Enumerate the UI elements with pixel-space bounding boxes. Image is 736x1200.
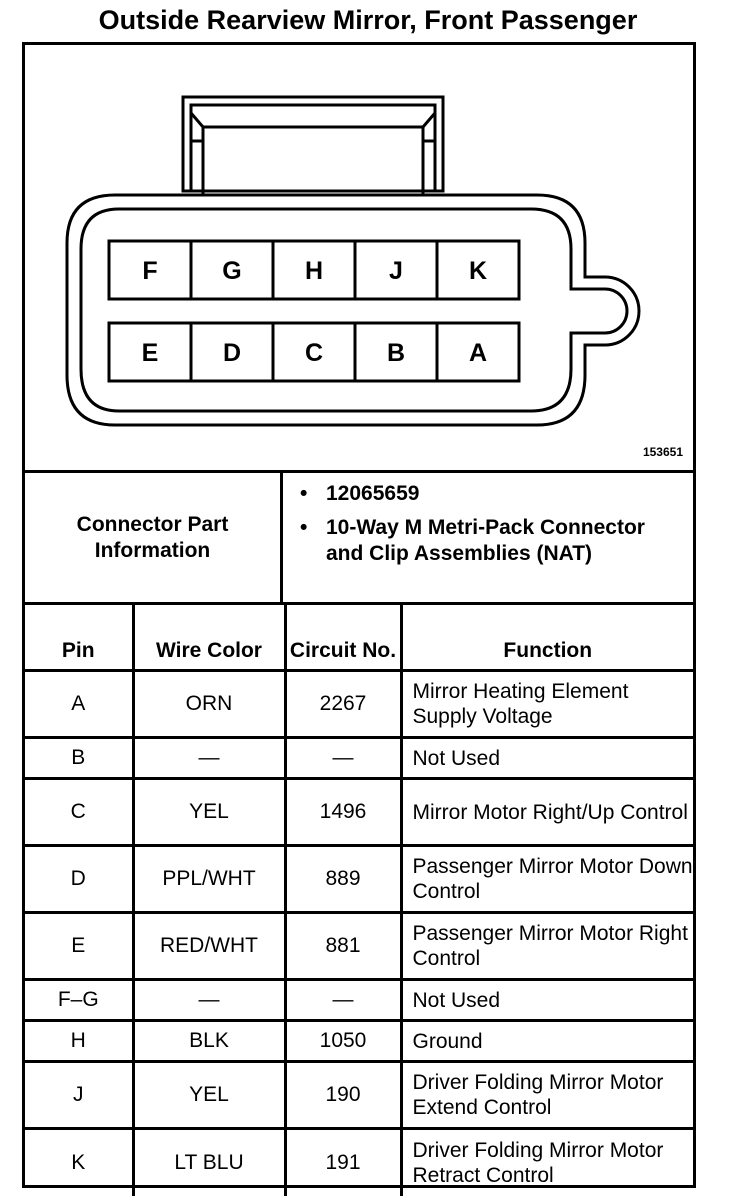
cell-wire-color: — xyxy=(133,738,285,779)
cell-wire-color: RED/WHT xyxy=(133,913,285,980)
header-pin: Pin xyxy=(25,604,133,671)
table-row xyxy=(25,1129,693,1196)
cell-circuit: — xyxy=(285,980,401,1021)
cell-wire-color: YEL xyxy=(133,1062,285,1129)
cell-function: Not Used xyxy=(401,980,693,1021)
cell-function: Ground xyxy=(401,1021,693,1062)
table-header-row xyxy=(25,604,693,671)
header-circuit-no: Circuit No. xyxy=(285,604,401,671)
header-wire-color: Wire Color xyxy=(133,604,285,671)
cell-circuit: 191 xyxy=(285,1129,401,1196)
cell-function: Mirror Heating Element Supply Voltage xyxy=(401,671,693,738)
document-frame xyxy=(22,42,696,1188)
cavity-label-e: E xyxy=(141,339,159,367)
cell-function: Driver Folding Mirror Motor Retract Control xyxy=(401,1129,693,1196)
cell-function: Passenger Mirror Motor Down Control xyxy=(401,846,693,913)
table-row xyxy=(25,846,693,913)
table-row xyxy=(25,671,693,738)
cell-function: Passenger Mirror Motor Right Control xyxy=(401,913,693,980)
cavity-label-h: H xyxy=(304,257,324,285)
table-row xyxy=(25,738,693,779)
pinout-table xyxy=(25,602,693,1196)
connector-info-label: Connector Part Information xyxy=(76,512,229,562)
cell-pin: C xyxy=(25,779,133,846)
cell-wire-color: YEL xyxy=(133,779,285,846)
cell-circuit: 1496 xyxy=(285,779,401,846)
connector-description: • 10-Way M Metri-Pack Connector and Clip Assemblies (NAT) xyxy=(326,515,683,567)
table-row xyxy=(25,980,693,1021)
cavity-label-d: D xyxy=(222,339,242,367)
cell-circuit: 2267 xyxy=(285,671,401,738)
connector-info-list xyxy=(286,473,693,602)
cell-circuit: 881 xyxy=(285,913,401,980)
cavity-label-g: G xyxy=(222,257,242,285)
cell-pin: H xyxy=(25,1021,133,1062)
cell-wire-color: LT BLU xyxy=(133,1129,285,1196)
connector-info-label-cell xyxy=(25,473,283,602)
cell-pin: E xyxy=(25,913,133,980)
cell-pin: J xyxy=(25,1062,133,1129)
connector-housing-outer xyxy=(67,195,639,425)
cell-pin: A xyxy=(25,671,133,738)
cell-wire-color: BLK xyxy=(133,1021,285,1062)
cell-pin: K xyxy=(25,1129,133,1196)
cell-circuit: 889 xyxy=(285,846,401,913)
cell-circuit: 1050 xyxy=(285,1021,401,1062)
cell-wire-color: PPL/WHT xyxy=(133,846,285,913)
header-function: Function xyxy=(401,604,693,671)
cavity-label-c: C xyxy=(304,339,324,367)
cell-circuit: 190 xyxy=(285,1062,401,1129)
cell-pin: D xyxy=(25,846,133,913)
cavity-label-k: K xyxy=(468,257,488,285)
cell-pin: B xyxy=(25,738,133,779)
figure-id: 153651 xyxy=(642,445,683,459)
table-row xyxy=(25,1021,693,1062)
page-title: Outside Rearview Mirror, Front Passenger xyxy=(98,5,638,35)
cavity-label-a: A xyxy=(468,339,488,367)
connector-latch xyxy=(183,97,443,191)
cavity-row-top xyxy=(109,241,519,299)
cell-pin: F–G xyxy=(25,980,133,1021)
table-row xyxy=(25,913,693,980)
part-number: • 12065659 xyxy=(326,481,683,507)
cell-wire-color: ORN xyxy=(133,671,285,738)
cell-function: Not Used xyxy=(401,738,693,779)
cavity-row-bottom xyxy=(109,323,519,381)
table-row xyxy=(25,1062,693,1129)
connector-diagram xyxy=(25,45,693,470)
connector-face-drawing xyxy=(25,45,693,470)
cavity-label-b: B xyxy=(386,339,406,367)
cell-circuit: — xyxy=(285,738,401,779)
cell-function: Mirror Motor Right/Up Control xyxy=(401,779,693,846)
connector-part-information xyxy=(25,470,693,602)
table-row xyxy=(25,779,693,846)
cell-function: Driver Folding Mirror Motor Extend Control xyxy=(401,1062,693,1129)
cavity-label-f: F xyxy=(142,257,158,285)
cell-wire-color: — xyxy=(133,980,285,1021)
cavity-label-j: J xyxy=(389,257,403,285)
